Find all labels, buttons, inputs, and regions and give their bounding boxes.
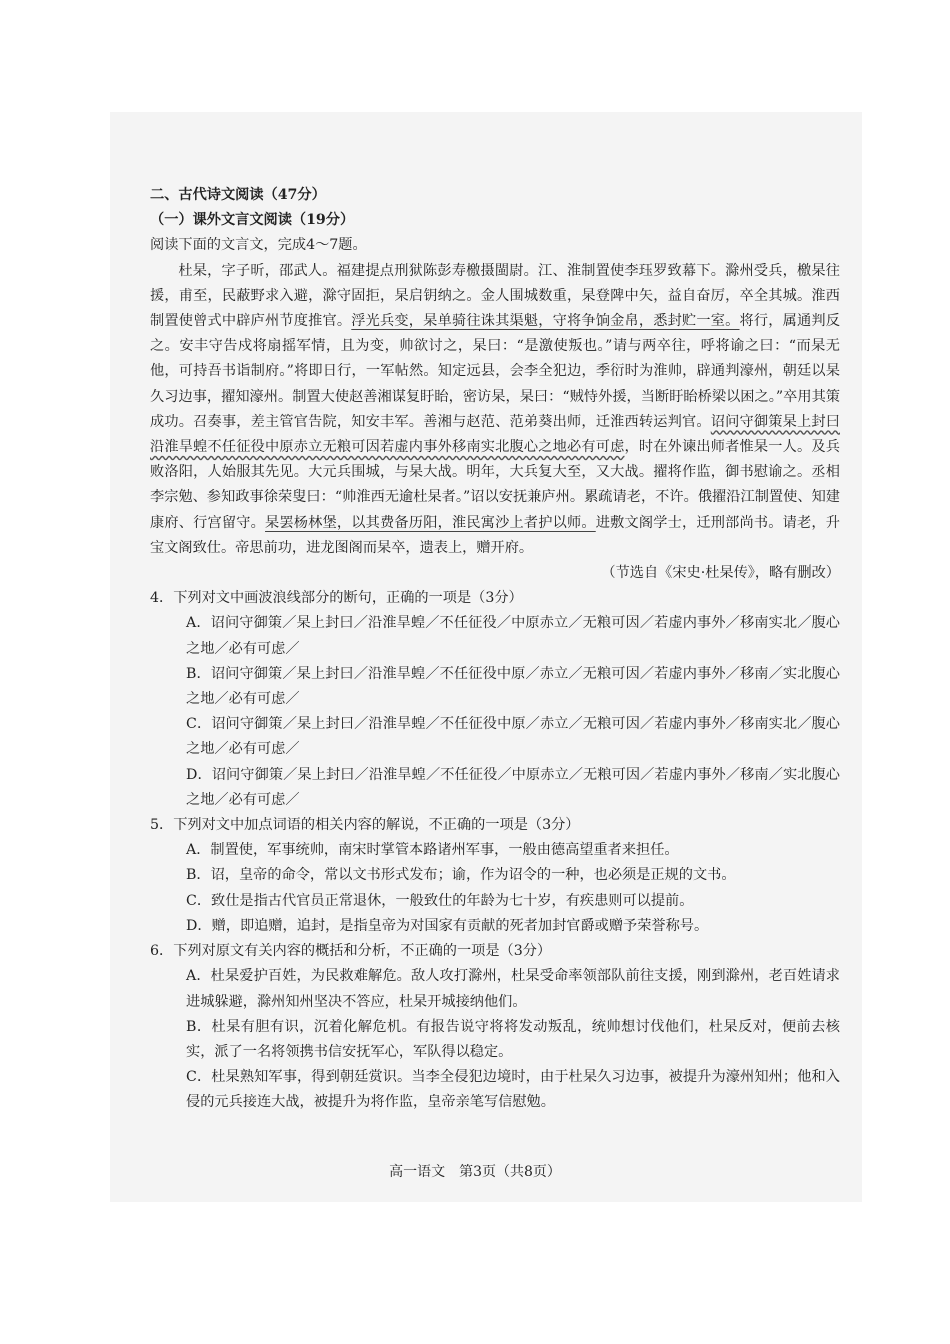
question-5-option-c: C．致仕是指古代官员正常退休，一般致仕的年龄为七十岁，有疾患则可以提前。 (186, 892, 694, 909)
exam-content (150, 183, 840, 1116)
wavy-underlined-sentence: 诏问守御策杲上封曰沿淮旱蝗不任征役中原赤立无粮可因若虚内事外移南实北腹心之地必有可虑 (150, 413, 840, 456)
passage-source: （节选自《宋史·杜杲传》，略有删改） (601, 565, 840, 582)
question-6-option-b: B．杜杲有胆有识，沉着化解危机。有报告说守将将发动叛乱，统帅想讨伐他们，杜杲反对，便前去核实，派了一名将领携书信安抚军心，军队得以稳定。 (186, 1018, 840, 1060)
question-4-option-c: C．诏问守御策／杲上封曰／沿淮旱蝗／不任征役中原／赤立／无粮可因／若虚内事外／移南实北／腹心之地／必有可虑／ (186, 716, 840, 758)
passage-part-2: 将行，属通判反之。安丰守告戍将扇摇军情，且为变，帅欲讨之，杲曰：“是激使叛也。”请与两卒往，呼将谕之曰：“而杲无他，可持吾书诣制府。”将即日行，一军帖然。知定远县，会李全犯边，季衍时为淮帅，辟通判濠州，朝廷以杲久习边事，擢知濠州。制置大使赵善湘谋复盱眙，密访杲，杲曰：“贼恃外援，当断盱眙桥梁以困之。”卒用其策成功。召奏事，差主管官告院，知安丰军。善湘与赵范、范弟葵出师，迁淮西转运判官。 (150, 313, 840, 430)
question-6-stem: 6．下列对原文有关内容的概括和分析，不正确的一项是（3分） (150, 943, 552, 960)
question-5-stem: 5．下列对文中加点词语的相关内容的解说，不正确的一项是（3分） (150, 817, 580, 834)
passage-part-1: 杜杲，字子昕，邵武人。福建提点刑狱陈彭寿檄摄閩尉。江、淮制置使李珏罗致幕下。滁州受兵，檄杲往援，甫至，民蔽野求入避，滁守固拒，杲启钥纳之。金人围城数重，杲登陴中矢，益自奋厉，卒全其城。淮西制置使曾式中辟庐州节度推官。 (150, 262, 840, 330)
question-4-option-a: A．诏问守御策／杲上封曰／沿淮旱蝗／不任征役／中原赤立／无粮可因／若虚内事外／移南实北／腹心之地／必有可虑／ (186, 615, 840, 657)
instruction: 阅读下面的文言文，完成4～7题。 (150, 237, 367, 254)
passage-part-4: 进敷文阁学士，迁刑部尚书。请老，升宝文阁致仕。帝思前功，进龙图阁而杲卒，遗表上，赠开府。 (150, 514, 840, 556)
page-footer: 高一语文 第3页（共8页） (389, 1164, 561, 1180)
question-5-option-a: A．制置使，军事统帅，南宋时掌管本路诸州军事，一般由德高望重者来担任。 (186, 842, 679, 859)
question-5-option-d: D．赠，即追赠，追封，是指皇帝为对国家有贡献的死者加封官爵或赠予荣誉称号。 (186, 917, 709, 934)
question-4-option-b: B．诏问守御策／杲上封曰／沿淮旱蝗／不任征役中原／赤立／无粮可因／若虚内事外／移南／实北腹心之地／必有可虑／ (186, 665, 840, 708)
question-5-option-b: B．诏，皇帝的命令，常以文书形式发布；谕，作为诏令的一种，也必须是正规的文书。 (186, 867, 736, 884)
question-4-option-d: D．诏问守御策／杲上封曰／沿淮旱蝗／不任征役／中原赤立／无粮可因／若虚内事外／移南／实北腹心之地／必有可虑／ (186, 766, 840, 808)
passage-part-3: ，时在外谏出师者惟杲一人。及兵败洛阳，人始服其先见。大元兵围城，与杲大战。明年，大兵复大至，又大战。擢将作监，御书慰谕之。丞相李宗勉、参知政事徐荣叟曰：“帅淮西无逾杜杲者。”诏以安抚兼庐州。累疏请老，不许。俄擢沿江制置使、知建康府、行宫留守。 (150, 439, 840, 531)
section-title: 二、古代诗文阅读（47分） (150, 187, 326, 203)
question-6-option-a: A．杜杲爱护百姓，为民救难解危。敌人攻打滁州，杜杲受命率领部队前往支援，刚到滁州，老百姓请求进城躲避，滁州知州坚决不答应，杜杲开城接纳他们。 (186, 968, 840, 1010)
underlined-sentence-2: 杲罢杨林堡，以其费备历阳，淮民寓沙上者护以师。 (265, 514, 596, 531)
subsection-title: （一）课外文言文阅读（19分） (150, 212, 355, 229)
question-6-option-c: C．杜杲熟知军事，得到朝廷赏识。当李全侵犯边境时，由于杜杲久习边事，被提升为濠州知州；他和入侵的元兵接连大战，被提升为将作监，皇帝亲笔写信慰勉。 (186, 1069, 840, 1111)
passage (150, 259, 840, 561)
underlined-sentence-1: 浮光兵变，杲单骑往诛其渠魁，守将争饷金帛，悉封贮一室。 (351, 313, 740, 330)
question-4-stem: 4．下列对文中画波浪线部分的断句，正确的一项是（3分） (150, 590, 523, 607)
